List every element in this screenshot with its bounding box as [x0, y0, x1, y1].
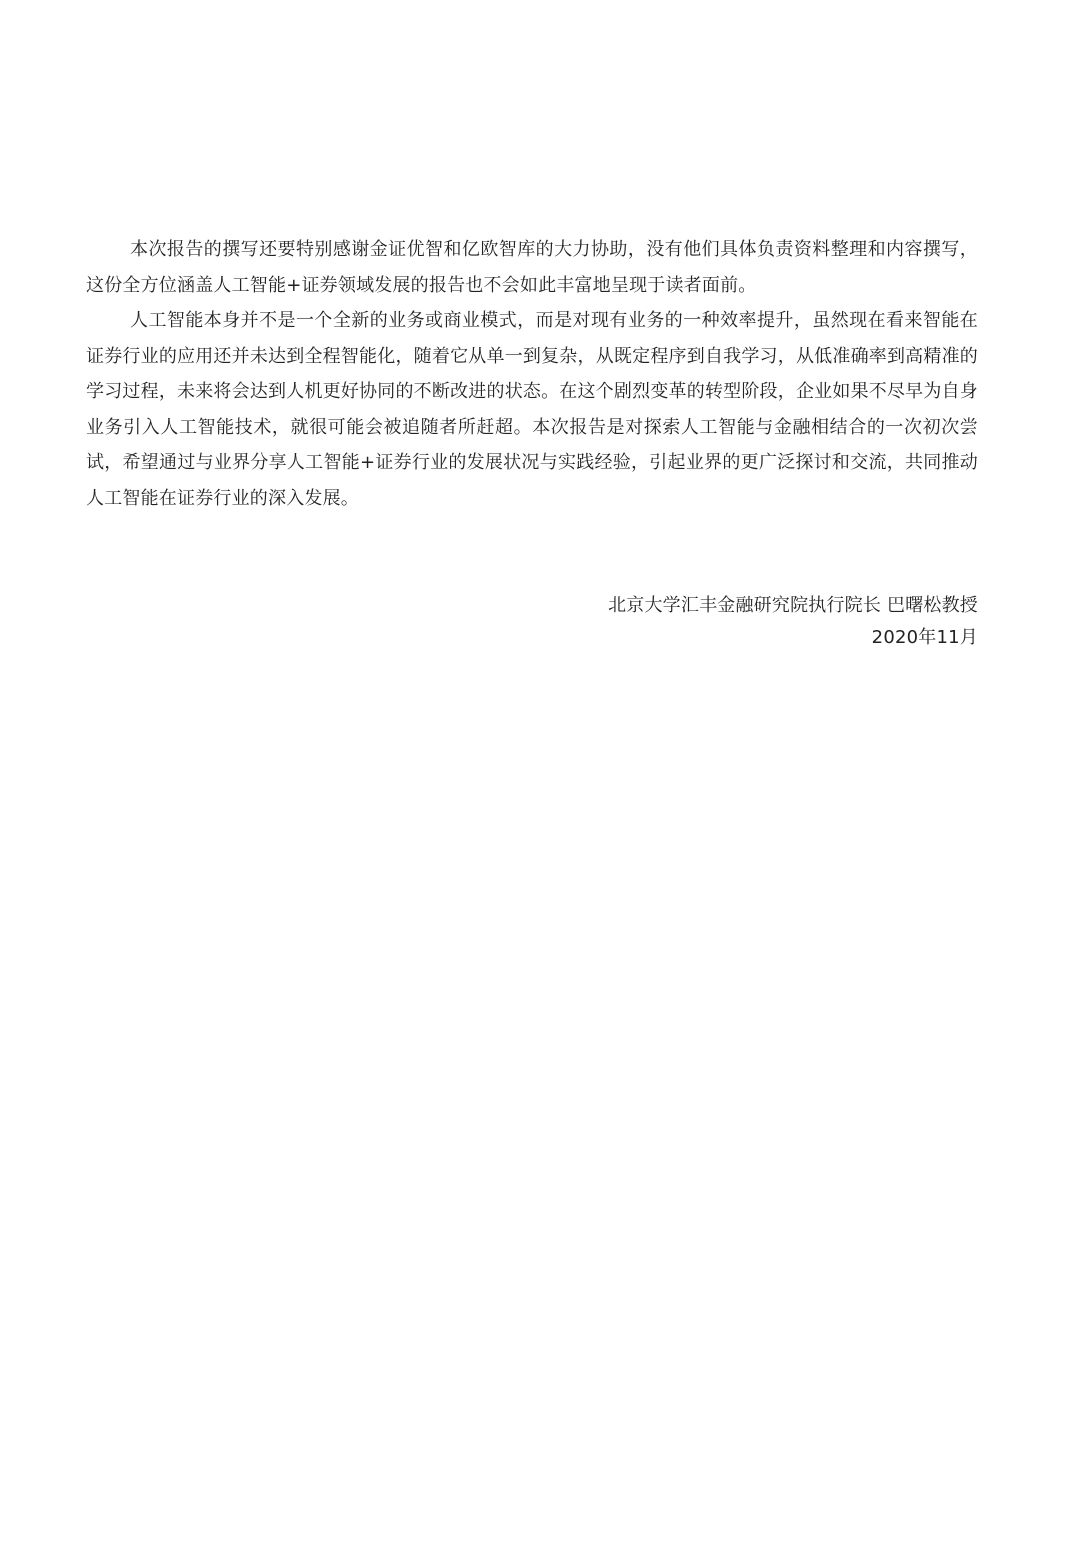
- paragraph-acknowledgement: 本次报告的撰写还要特别感谢金证优智和亿欧智库的大力协助，没有他们具体负责资料整理和内容撰写，这份全方位涵盖人工智能+证券领域发展的报告也不会如此丰富地呈现于读者面前。: [86, 239, 978, 296]
- signature-author: 北京大学汇丰金融研究院执行院长 巴曙松教授: [608, 595, 978, 616]
- document-body: [86, 232, 978, 516]
- signature-date: 2020年11月: [871, 627, 978, 648]
- paragraph-ai-outlook: 人工智能本身并不是一个全新的业务或商业模式，而是对现有业务的一种效率提升，虽然现在看来智能在证券行业的应用还并未达到全程智能化，随着它从单一到复杂，从既定程序到自我学习，从低准确率到高精准的学习过程，未来将会达到人机更好协同的不断改进的状态。在这个剧烈变革的转型阶段，企业如果不尽早为自身业务引入人工智能技术，就很可能会被追随者所赶超。本次报告是对探索人工智能与金融相结合的一次初次尝试，希望通过与业界分享人工智能+证券行业的发展状况与实践经验，引起业界的更广泛探讨和交流，共同推动人工智能在证券行业的深入发展。: [86, 310, 978, 509]
- signature-block: [608, 590, 978, 654]
